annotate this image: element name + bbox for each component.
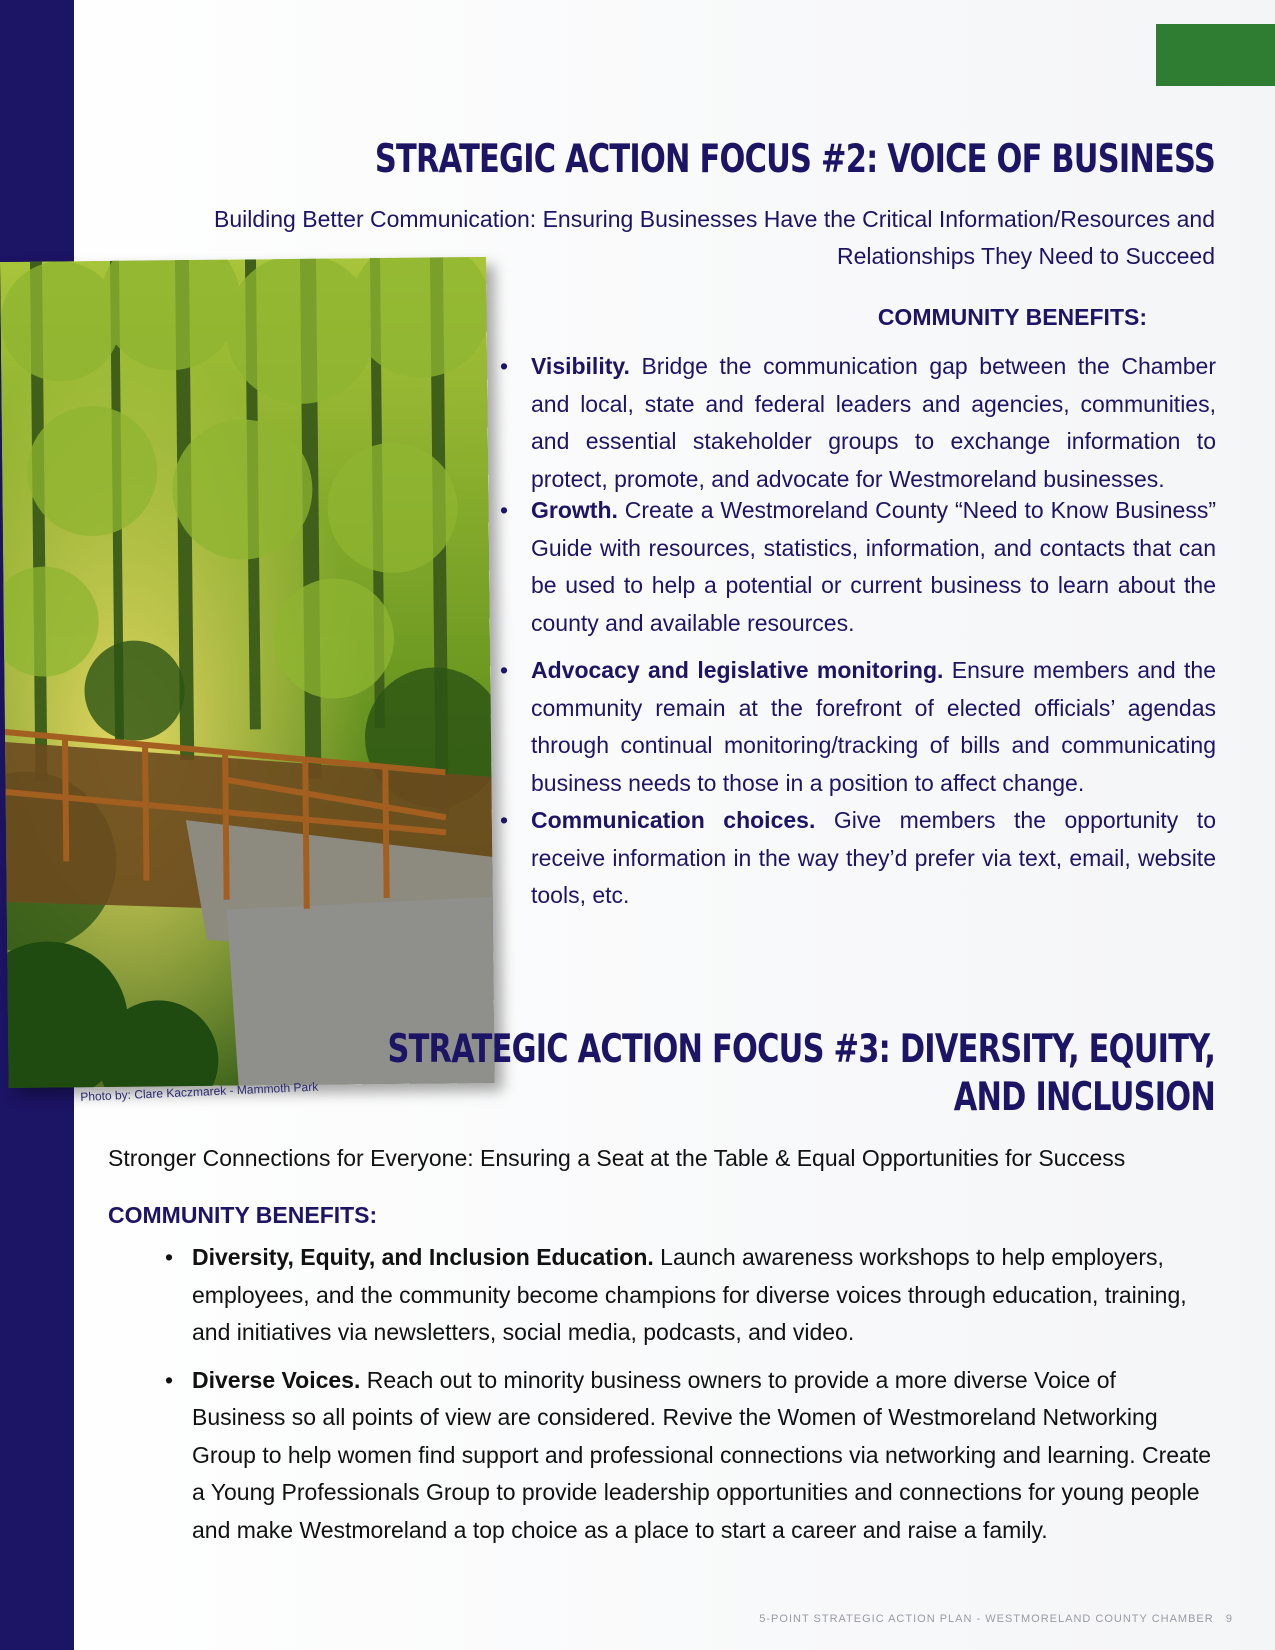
- forest-bridge-photo-icon: [0, 257, 495, 1088]
- focus3-benefits-list: [165, 1239, 1215, 1549]
- photo-caption: Photo by: Clare Kaczmarek - Mammoth Park: [80, 1079, 319, 1104]
- focus3-subtitle: Stronger Connections for Everyone: Ensuring a Seat at the Table & Equal Opportunities for Success: [108, 1145, 1126, 1171]
- focus3-benefits-label: COMMUNITY BENEFITS:: [108, 1202, 378, 1228]
- focus3-heading-line1: STRATEGIC ACTION FOCUS #3: DIVERSITY, EQUITY,: [387, 1027, 1215, 1072]
- focus3-heading-line2: AND INCLUSION: [953, 1075, 1215, 1120]
- focus2-subtitle: Building Better Communication: Ensuring Businesses Have the Critical Information/Resources and Relationships They Need to Succeed: [214, 206, 1215, 269]
- page-number: 9: [1225, 1613, 1233, 1625]
- focus2-benefits-label: COMMUNITY BENEFITS:: [877, 304, 1147, 330]
- list-item: • Diverse Voices. Reach out to minority business owners to provide a more diverse Voice of Business so all points of view are considered. Revive the Women of Westmoreland Networking Group to help women find support and professional connections via networking and learning. Create a Young Professionals Group to provide leadership opportunities and connections for young people and make Westmoreland a top choice as a place to start a career and raise a family.: [165, 1362, 1215, 1550]
- focus2-heading: STRATEGIC ACTION FOCUS #2: VOICE OF BUSINESS: [374, 137, 1215, 182]
- footer-text: 5-POINT STRATEGIC ACTION PLAN - WESTMORELAND COUNTY CHAMBER: [759, 1613, 1214, 1625]
- list-item: • Growth. Create a Westmoreland County “Need to Know Business” Guide with resources, statistics, information, and contacts that can be used to help a potential or current business to learn about the county and available resources.: [500, 492, 1216, 642]
- list-item: • Visibility. Bridge the communication gap between the Chamber and local, state and federal leaders and agencies, communities, and essential stakeholder groups to exchange information to protect, promote, and advocate for Westmoreland businesses.: [500, 348, 1216, 498]
- list-item: • Communication choices. Give members the opportunity to receive information in the way they’d prefer via text, email, website tools, etc.: [500, 802, 1216, 915]
- green-corner-tab: [1156, 24, 1275, 86]
- park-bridge-photo: [0, 257, 495, 1088]
- list-item: • Diversity, Equity, and Inclusion Education. Launch awareness workshops to help employers, employees, and the community become champions for diverse voices through education, training, and initiatives via newsletters, social media, podcasts, and video.: [165, 1239, 1215, 1352]
- list-item: • Advocacy and legislative monitoring. Ensure members and the community remain at the forefront of elected officials’ agendas through continual monitoring/tracking of bills and communicating business needs to those in a position to affect change.: [500, 652, 1216, 802]
- page-footer: [759, 1613, 1233, 1625]
- focus2-benefits-list: [500, 348, 1216, 915]
